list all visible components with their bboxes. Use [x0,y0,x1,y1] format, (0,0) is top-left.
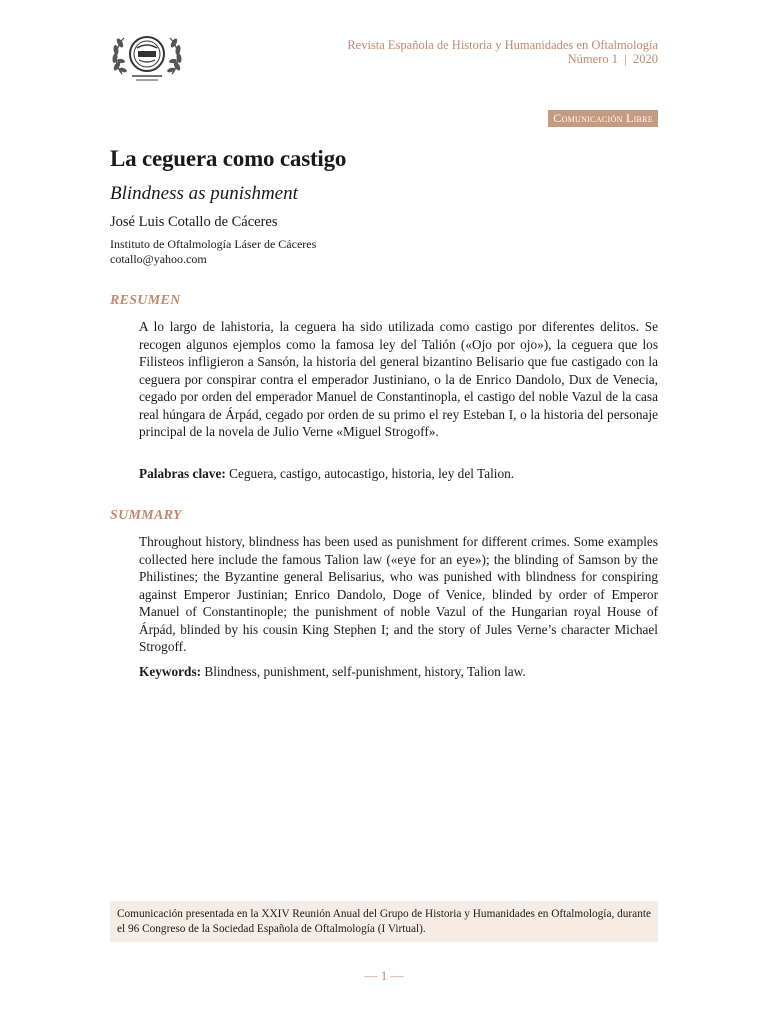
summary-keywords [139,663,658,681]
resumen-keywords-label: Palabras clave: [139,466,226,481]
resumen-heading: RESUMEN [110,293,181,308]
journal-header [347,38,658,66]
article-title: La ceguera como castigo [110,146,347,171]
resumen-keywords-list: Ceguera, castigo, autocastigo, historia, ley del Talion. [225,466,515,481]
resumen-text: A lo largo de lahistoria, la ceguera ha sido utilizada como castigo por diferentes delitos. Se recogen algunos ejemplos como la famosa ley del Talión («Ojo por ojo»), la ceguera que los Filisteos infligieron a Sansón, la historia del general bizantino Belisario que fue castigado con la ceguera por conspirar contra el emperador Justiniano, o la de Enrico Dandolo, Dux de Venecia, cegado por orden del emperador Manuel de Constantinopla, el castigo del noble Vazul de la casa real húngara de Árpád, cegado por orden de su primo el rey Esteban I, o la historia del personaje principal de la novela de Julio Verne «Miguel Strogoff». [139,319,658,439]
summary-text: Throughout history, blindness has been used as punishment for different crimes. Some examples collected here include the famous Talion law («eye for an eye»); the blinding of Samson by the Philistines; the Byzantine general Belisarius, who was punished with blindness for conspiring against Emperor Justinian; Enrico Dandolo, Doge of Venice, blinded by order of Emperor Manuel of Constantinople; the punishment of noble Vazul of the Hungarian royal House of Árpád, blinded by his cousin King Stephen I; and the story of Jules Verne’s character Michael Strogoff. [139,534,658,654]
resumen-keywords [139,465,658,483]
article-subtitle: Blindness as punishment [110,183,298,204]
section-badge: Comunicación Libre [548,110,658,127]
author-name: José Luis Cotallo de Cáceres [110,214,278,230]
affiliation-institution: Instituto de Oftalmología Láser de Cáceres [110,237,317,251]
journal-name: Revista Española de Historia y Humanidades en Oftalmología [347,38,658,52]
conference-footnote: Comunicación presentada en la XXIV Reunión Anual del Grupo de Historia y Humanidades en Oftalmología, durante el 96 Congreso de la Sociedad Española de Oftalmología (I Virtual). [110,901,658,942]
society-seal-laurel-icon [108,28,186,84]
page-number: — 1 — [364,968,404,983]
summary-heading: SUMMARY [110,508,182,523]
author-email[interactable]: cotallo@yahoo.com [110,252,207,266]
author-affiliation [110,237,316,267]
summary-keywords-label: Keywords: [139,664,202,679]
journal-issue: Número 1 | 2020 [567,52,658,66]
summary-keywords-list: Blindness, punishment, self-punishment, history, Talion law. [201,664,526,679]
